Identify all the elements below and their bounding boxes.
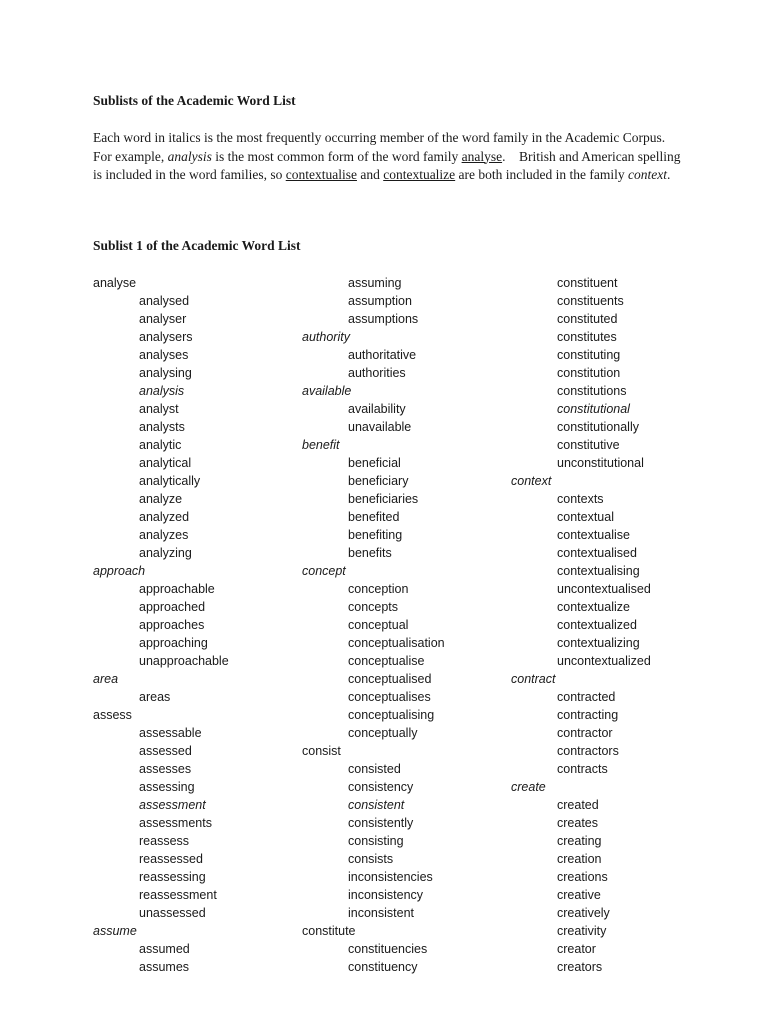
word-family-member: areas xyxy=(139,690,171,704)
word-family-member: constituted xyxy=(557,312,618,326)
word-family-member: creativity xyxy=(557,924,607,938)
word-family-member: analyzing xyxy=(139,546,192,560)
word-family-member: assessed xyxy=(139,744,192,758)
word-family-member: constitutes xyxy=(557,330,617,344)
word-family-member: approaches xyxy=(139,618,205,632)
word-family-member: analyzed xyxy=(139,510,190,524)
word-family-member: contextualizing xyxy=(557,636,640,650)
intro-example-underlined: contextualise xyxy=(285,167,357,182)
word-family-member: conceptualising xyxy=(348,708,435,722)
word-family-member: approachable xyxy=(139,582,215,596)
word-family-member: inconsistency xyxy=(348,888,424,902)
word-family-member: consists xyxy=(348,852,394,866)
word-family-member: analysts xyxy=(139,420,185,434)
word-family-member: creative xyxy=(557,888,601,902)
word-family-member: analysers xyxy=(139,330,193,344)
word-family-member: assessments xyxy=(139,816,212,830)
word-family-member: constituency xyxy=(348,960,418,974)
word-family-member: assumptions xyxy=(348,312,419,326)
word-family-member: approaching xyxy=(139,636,208,650)
intro-text: and xyxy=(356,167,384,182)
word-family-member: contracted xyxy=(557,690,616,704)
intro-example-underlined: analyse xyxy=(461,148,503,164)
word-family-member: consistency xyxy=(348,780,414,794)
word-family-member: analysing xyxy=(139,366,192,380)
word-family-member: analyze xyxy=(139,492,183,506)
word-family-member: conception xyxy=(348,582,409,596)
word-family-member: creates xyxy=(557,816,598,830)
word-family-head: authority xyxy=(302,330,350,344)
word-family-member: reassessed xyxy=(139,852,203,866)
word-family-head: assess xyxy=(93,708,132,722)
intro-text: . xyxy=(666,167,671,182)
word-family-member: availability xyxy=(348,402,406,416)
word-family-member: analytically xyxy=(139,474,201,488)
word-family-member: analysis xyxy=(139,384,185,398)
word-family-member: beneficiaries xyxy=(348,492,419,506)
word-family-head: create xyxy=(511,780,546,794)
word-family-member: reassessing xyxy=(139,870,206,884)
word-family-member: benefiting xyxy=(348,528,403,542)
word-family-member: constituent xyxy=(557,276,618,290)
word-family-member: authorities xyxy=(348,366,406,380)
word-family-member: created xyxy=(557,798,599,812)
intro-text: . British and American spelling is included in the word families, so xyxy=(93,148,681,182)
word-family-member: conceptualised xyxy=(348,672,432,686)
word-family-member: assumed xyxy=(139,942,190,956)
word-family-member: constitution xyxy=(557,366,621,380)
word-family-member: concepts xyxy=(348,600,399,614)
word-family-member: unapproachable xyxy=(139,654,229,668)
word-family-member: benefited xyxy=(348,510,400,524)
word-family-head: benefit xyxy=(302,438,340,452)
word-family-member: unassessed xyxy=(139,906,206,920)
word-family-member: constitutionally xyxy=(557,420,639,434)
intro-text: are both included in the family xyxy=(455,167,628,182)
word-family-member: creating xyxy=(557,834,602,848)
word-family-head: assume xyxy=(93,924,137,938)
word-family-head: approach xyxy=(93,564,146,578)
word-family-head: context xyxy=(511,474,552,488)
word-family-member: contextualized xyxy=(557,618,637,632)
word-family-member: contextualising xyxy=(557,564,640,578)
word-family-member: assumption xyxy=(348,294,412,308)
word-family-head: available xyxy=(302,384,352,398)
word-family-head: concept xyxy=(302,564,346,578)
word-family-member: creations xyxy=(557,870,608,884)
word-family-member: conceptually xyxy=(348,726,418,740)
word-column-1 xyxy=(93,274,303,976)
word-family-member: analytical xyxy=(139,456,192,470)
word-family-member: assessment xyxy=(139,798,206,812)
word-family-member: approached xyxy=(139,600,206,614)
intro-example-italic: context xyxy=(628,167,667,182)
intro-paragraph xyxy=(93,129,683,185)
word-family-member: creatively xyxy=(557,906,610,920)
word-family-member: contextual xyxy=(557,510,614,524)
word-family-member: constitutional xyxy=(557,402,630,416)
word-family-member: analyses xyxy=(139,348,189,362)
word-family-member: constitutions xyxy=(557,384,627,398)
word-family-member: reassess xyxy=(139,834,190,848)
word-family-member: unconstitutional xyxy=(557,456,644,470)
word-family-member: assessable xyxy=(139,726,202,740)
word-family-member: conceptual xyxy=(348,618,409,632)
word-family-head: area xyxy=(93,672,119,686)
word-family-member: constituencies xyxy=(348,942,428,956)
word-family-member: inconsistent xyxy=(348,906,415,920)
word-family-member: contractor xyxy=(557,726,613,740)
word-family-member: analyst xyxy=(139,402,179,416)
word-family-member: creator xyxy=(557,942,596,956)
word-family-member: contracts xyxy=(557,762,608,776)
word-family-member: contextualize xyxy=(557,600,630,614)
word-family-member: contextualise xyxy=(557,528,630,542)
word-family-member: constituents xyxy=(557,294,624,308)
word-family-member: conceptualisation xyxy=(348,636,445,650)
intro-example-underlined: contextualize xyxy=(383,167,456,182)
word-column-3 xyxy=(511,274,721,976)
intro-text: Each word in italics is the most frequently occurring member of the word family in the Academic Corpus. For example, xyxy=(93,130,676,164)
word-family-member: contracting xyxy=(557,708,619,722)
sublist-heading: Sublist 1 of the Academic Word List xyxy=(93,238,301,253)
word-family-member: uncontextualised xyxy=(557,582,651,596)
word-column-2 xyxy=(302,274,512,976)
page-title: Sublists of the Academic Word List xyxy=(93,93,296,108)
word-family-member: conceptualise xyxy=(348,654,425,668)
word-family-member: conceptualises xyxy=(348,690,431,704)
word-family-member: constituting xyxy=(557,348,621,362)
word-family-member: reassessment xyxy=(139,888,217,902)
word-family-member: analyzes xyxy=(139,528,189,542)
word-family-head: consist xyxy=(302,744,341,758)
word-family-member: creation xyxy=(557,852,602,866)
word-family-member: contractors xyxy=(557,744,619,758)
word-family-member: consistent xyxy=(348,798,405,812)
word-family-member: contextualised xyxy=(557,546,637,560)
intro-text: is the most common form of the word family xyxy=(211,148,462,164)
word-family-member: assumes xyxy=(139,960,190,974)
word-family-member: inconsistencies xyxy=(348,870,433,884)
word-family-member: assuming xyxy=(348,276,402,290)
word-family-member: assesses xyxy=(139,762,192,776)
word-family-member: constitutive xyxy=(557,438,620,452)
word-family-head: constitute xyxy=(302,924,356,938)
word-family-member: authoritative xyxy=(348,348,417,362)
word-family-member: beneficial xyxy=(348,456,401,470)
word-family-member: creators xyxy=(557,960,603,974)
word-family-member: consistently xyxy=(348,816,414,830)
word-family-head: contract xyxy=(511,672,556,686)
word-family-member: benefits xyxy=(348,546,392,560)
word-family-member: contexts xyxy=(557,492,604,506)
word-family-member: analysed xyxy=(139,294,190,308)
word-family-member: consisting xyxy=(348,834,404,848)
word-family-member: beneficiary xyxy=(348,474,409,488)
word-family-member: assessing xyxy=(139,780,195,794)
word-family-member: unavailable xyxy=(348,420,412,434)
word-family-head: analyse xyxy=(93,276,137,290)
word-family-member: consisted xyxy=(348,762,401,776)
word-family-member: uncontextualized xyxy=(557,654,651,668)
word-family-member: analyser xyxy=(139,312,187,326)
intro-example-italic: analysis xyxy=(167,148,212,164)
word-family-member: analytic xyxy=(139,438,182,452)
